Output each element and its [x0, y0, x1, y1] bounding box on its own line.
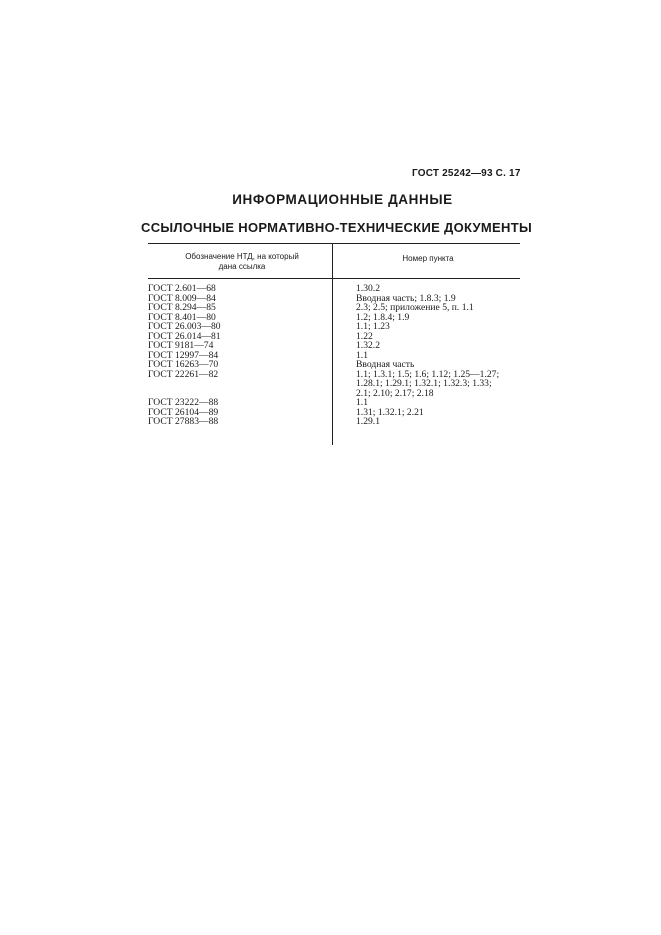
table-row-document: ГОСТ 9181—74 — [148, 340, 214, 351]
table-column-divider — [332, 243, 333, 445]
table-top-rule — [148, 243, 520, 244]
table-row-clause: 1.1 — [356, 397, 368, 408]
page-header: ГОСТ 25242—93 С. 17 — [412, 168, 521, 179]
table-row-document: ГОСТ 8.009—84 — [148, 292, 216, 304]
column-header-clause: Номер пункта — [402, 254, 454, 263]
table-row-clause-continued: 2.1; 2.10; 2.17; 2.18 — [356, 387, 434, 399]
table-row-clause: 1.2; 1.8.4; 1.9 — [356, 311, 410, 323]
section-subtitle: ССЫЛОЧНЫЕ НОРМАТИВНО-ТЕХНИЧЕСКИЕ ДОКУМЕНТЫ — [141, 220, 532, 235]
table-row-clause: 2.3; 2.5; приложение 5, п. 1.1 — [356, 302, 474, 313]
table-row-clause: 1.1; 1.3.1; 1.5; 1.6; 1.12; 1.25—1.27; — [356, 368, 500, 380]
table-row-document: ГОСТ 8.401—80 — [148, 311, 216, 323]
reference-table — [148, 243, 520, 445]
table-row-clause: 1.1; 1.23 — [356, 321, 390, 332]
table-row-document: ГОСТ 16263—70 — [148, 359, 219, 370]
table-row-spacer — [148, 379, 328, 389]
table-row-clause: 1.22 — [356, 330, 373, 342]
table-row-document: ГОСТ 26.014—81 — [148, 330, 221, 342]
table-row-document: ГОСТ 2.601—68 — [148, 283, 216, 294]
clause-column — [356, 284, 520, 427]
table-row-clause: 1.1 — [356, 349, 368, 361]
table-row-clause: Вводная часть — [356, 359, 415, 370]
table-row-clause: 1.32.2 — [356, 340, 380, 351]
table-row-clause: 1.31; 1.32.1; 2.21 — [356, 406, 424, 418]
table-row-clause: Вводная часть; 1.8.3; 1.9 — [356, 292, 456, 304]
table-row-clause: 1.30.2 — [356, 283, 380, 294]
table-row-clause-continued: 1.28.1; 1.29.1; 1.32.1; 1.32.3; 1.33; — [356, 378, 492, 389]
table-row-document: ГОСТ 8.294—85 — [148, 302, 216, 313]
column-header-document-line1: Обозначение НТД, на который — [185, 252, 299, 261]
table-row-document: ГОСТ 26.003—80 — [148, 321, 221, 332]
column-header-document-line2: дана ссылка — [218, 262, 266, 271]
table-row-document: ГОСТ 22261—82 — [148, 368, 219, 380]
table-row-clause: 1.29.1 — [356, 416, 380, 427]
table-row-document: ГОСТ 23222—88 — [148, 397, 219, 408]
table-header-rule — [148, 278, 520, 279]
table-row-document: ГОСТ 27883—88 — [148, 416, 219, 427]
column-header-document — [164, 252, 320, 272]
document-column — [148, 284, 328, 427]
table-row-document: ГОСТ 12997—84 — [148, 349, 219, 361]
table-row-document: ГОСТ 26104—89 — [148, 406, 219, 418]
section-title: ИНФОРМАЦИОННЫЕ ДАННЫЕ — [232, 192, 453, 207]
